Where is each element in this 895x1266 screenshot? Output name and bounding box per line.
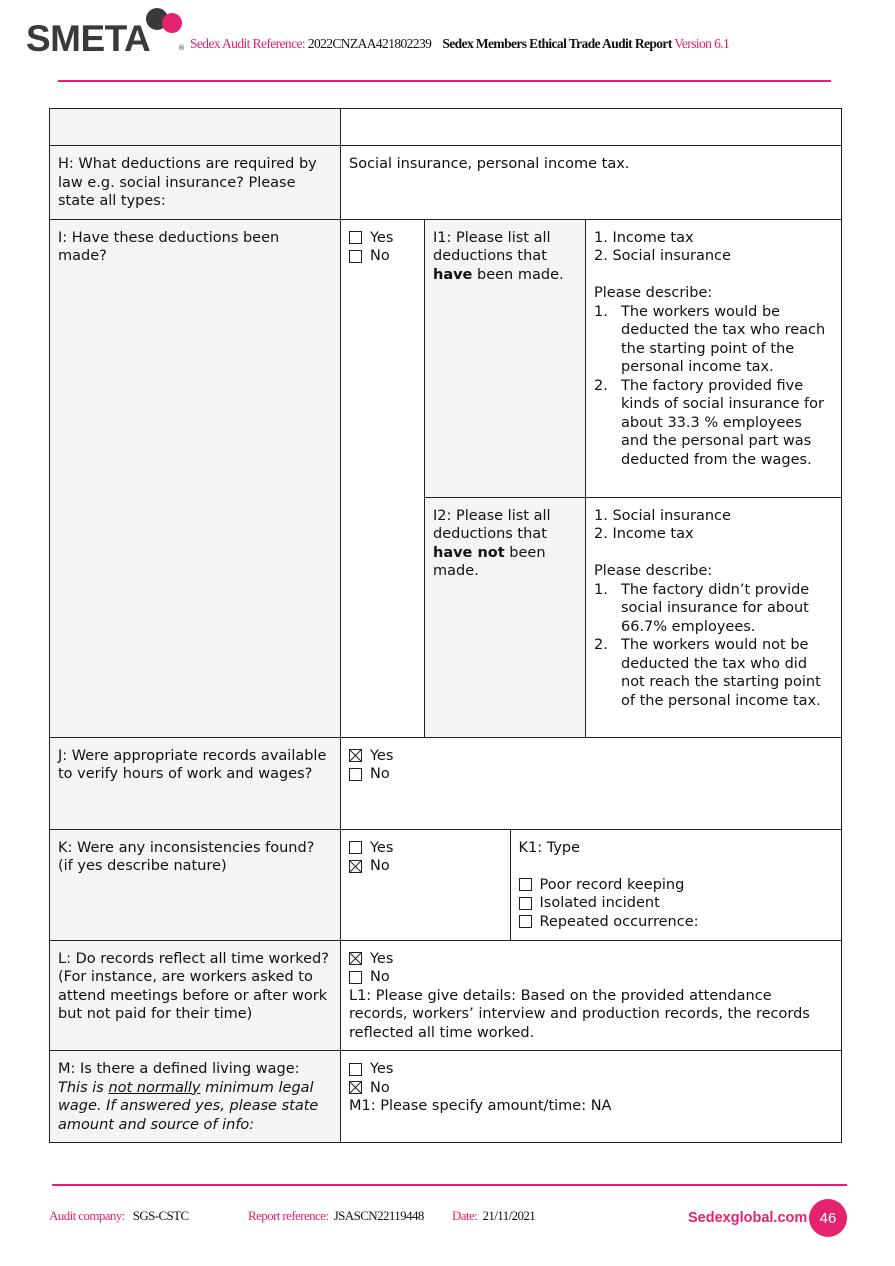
- report-title: Sedex Members Ethical Trade Audit Report: [442, 36, 672, 51]
- k1-type-label: K1: Type: [518, 839, 581, 856]
- blank-question-cell: [50, 109, 341, 146]
- table-row-j: [50, 737, 842, 829]
- answer-j: [341, 737, 842, 829]
- audit-company-value: SGS-CSTC: [132, 1208, 189, 1223]
- footer-audit-company: [49, 1208, 189, 1224]
- k1-type-label-text: Repeated occurrence:: [539, 913, 699, 930]
- j-no-label: No: [370, 766, 390, 782]
- i2-label-post: been made.: [433, 544, 546, 579]
- i1-answer-cell: [586, 219, 842, 497]
- table-row-h: [50, 146, 842, 220]
- j-yes-label: Yes: [370, 747, 394, 764]
- m-question-main: M: Is there a defined living wage:: [58, 1061, 300, 1077]
- k1-type-checkbox[interactable]: [519, 878, 532, 891]
- header-line: [190, 36, 729, 52]
- i2-describe-list: [594, 581, 833, 711]
- l1-details: L1: Please give details: Based on the provided attendance records, workers’ interview and production records, the records reflected all time worked.: [349, 987, 810, 1041]
- l-no-option[interactable]: [349, 968, 833, 987]
- page-number: 46: [809, 1199, 847, 1237]
- question-h: H: What deductions are required by law e.g. social insurance? Please state all types:: [50, 146, 341, 220]
- answer-k: [341, 829, 842, 940]
- answer-l: [341, 940, 842, 1051]
- question-k: K: Were any inconsistencies found? (if yes describe nature): [50, 829, 341, 940]
- m-no-option[interactable]: [349, 1079, 833, 1098]
- i-no-checkbox[interactable]: [349, 250, 362, 263]
- m-no-checkbox[interactable]: [349, 1081, 362, 1094]
- i1-label-bold: have: [433, 266, 473, 283]
- k1-type-checkbox[interactable]: [519, 897, 532, 910]
- i2-answer-cell: [586, 497, 842, 737]
- k-options-cell: [341, 830, 510, 940]
- footer-date: [452, 1208, 535, 1224]
- k1-type-option[interactable]: [519, 913, 834, 932]
- j-no-checkbox[interactable]: [349, 768, 362, 781]
- question-l: L: Do records reflect all time worked? (For instance, are workers asked to attend meetings before or after work but not paid for their time): [50, 940, 341, 1051]
- date-label: Date:: [452, 1208, 478, 1223]
- k1-type-option[interactable]: [519, 894, 834, 913]
- k-yes-checkbox[interactable]: [349, 841, 362, 854]
- question-j: J: Were appropriate records available to verify hours of work and wages?: [50, 737, 341, 829]
- i-yes-label: Yes: [370, 229, 394, 246]
- answer-h: Social insurance, personal income tax.: [341, 146, 842, 220]
- answer-m: [341, 1051, 842, 1143]
- i2-label-cell: [425, 497, 586, 737]
- i1-item: 1. Income tax: [594, 229, 694, 246]
- k1-type-cell: [510, 830, 841, 940]
- k1-type-label-text: Poor record keeping: [539, 876, 685, 893]
- l-yes-checkbox[interactable]: [349, 952, 362, 965]
- m-no-label: No: [370, 1079, 390, 1096]
- table-row-k: [50, 829, 842, 940]
- list-item: 1. The workers would be deducted the tax who reach the starting point of the personal income tax.: [594, 303, 826, 375]
- list-item: 2. The factory provided five kinds of social insurance for about 33.3 % employees and the personal part was deducted from the wages.: [594, 377, 824, 468]
- k-no-label: No: [370, 858, 390, 874]
- blank-answer-cell: [341, 109, 842, 146]
- question-i: I: Have these deductions been made?: [50, 219, 341, 737]
- m-yes-checkbox[interactable]: [349, 1063, 362, 1076]
- list-item: 1. The factory didn’t provide social insurance for about 66.7% employees.: [594, 581, 810, 635]
- logo-text: SMETA: [26, 18, 151, 59]
- report-ref-value: JSASCN22119448: [333, 1208, 424, 1223]
- k1-type-checkbox[interactable]: [519, 915, 532, 928]
- i1-label-post: been made.: [472, 266, 564, 283]
- report-ref-label: Report reference:: [248, 1208, 329, 1223]
- i2-describe-label: Please describe:: [594, 563, 713, 579]
- audit-company-label: Audit company:: [49, 1208, 125, 1223]
- k-no-option[interactable]: [349, 857, 502, 876]
- table-row-l: [50, 940, 842, 1051]
- i1-item: 2. Social insurance: [594, 248, 731, 264]
- m-question-note-2: minimum legal wage. If answered yes, please state amount and source of info:: [58, 1079, 319, 1133]
- i2-label-pre: I2: Please list all deductions that: [433, 507, 551, 542]
- l-no-label: No: [370, 969, 390, 985]
- k-yes-label: Yes: [370, 839, 394, 856]
- i1-describe-list: [594, 303, 833, 470]
- smeta-logo: [26, 8, 186, 60]
- j-no-option[interactable]: [349, 765, 833, 784]
- m-yes-option[interactable]: [349, 1060, 833, 1079]
- l-no-checkbox[interactable]: [349, 971, 362, 984]
- i2-label-bold: have not: [433, 544, 505, 561]
- table-row-i1: [50, 219, 842, 497]
- k1-type-option[interactable]: [519, 876, 834, 895]
- j-yes-option[interactable]: [349, 747, 833, 766]
- table-row-m: [50, 1051, 842, 1143]
- footer-rule: [52, 1184, 847, 1186]
- m-yes-label: Yes: [370, 1061, 394, 1077]
- k-no-checkbox[interactable]: [349, 860, 362, 873]
- list-item: 2. The workers would not be deducted the tax who did not reach the starting point of the personal income tax.: [594, 637, 821, 709]
- i2-item: 2. Income tax: [594, 526, 694, 542]
- l-yes-label: Yes: [370, 950, 394, 967]
- i-no-option[interactable]: [349, 247, 416, 266]
- j-yes-checkbox[interactable]: [349, 749, 362, 762]
- answer-i-options: [341, 219, 425, 737]
- m-question-note-1: This is: [58, 1079, 109, 1096]
- footer-report-reference: [248, 1208, 424, 1224]
- i-no-label: No: [370, 248, 390, 264]
- k-yes-option[interactable]: [349, 839, 502, 858]
- m1-specify: M1: Please specify amount/time: NA: [349, 1098, 612, 1114]
- i2-item: 1. Social insurance: [594, 507, 731, 524]
- wages-deductions-table: [49, 108, 842, 1143]
- audit-ref-label: Sedex Audit Reference:: [190, 36, 306, 51]
- m-question-note-underline: not normally: [108, 1079, 201, 1096]
- logo-dot-pink: [162, 13, 182, 33]
- k1-type-label-text: Isolated incident: [539, 895, 660, 911]
- i-yes-checkbox[interactable]: [349, 231, 362, 244]
- i1-label-cell: [425, 219, 586, 497]
- report-version: Version 6.1: [674, 36, 730, 51]
- question-m: [50, 1051, 341, 1143]
- i1-describe-label: Please describe:: [594, 285, 713, 301]
- i-yes-option[interactable]: [349, 229, 416, 248]
- i1-label-pre: I1: Please list all deductions that: [433, 229, 551, 264]
- audit-ref-value: 2022CNZAA421802239: [307, 36, 432, 51]
- table-row-blank: [50, 109, 842, 146]
- header-rule: [58, 80, 831, 82]
- l-yes-option[interactable]: [349, 950, 833, 969]
- date-value: 21/11/2021: [482, 1208, 536, 1223]
- registered-mark: ®: [178, 44, 185, 52]
- sedexglobal-link[interactable]: Sedexglobal.com: [688, 1210, 808, 1226]
